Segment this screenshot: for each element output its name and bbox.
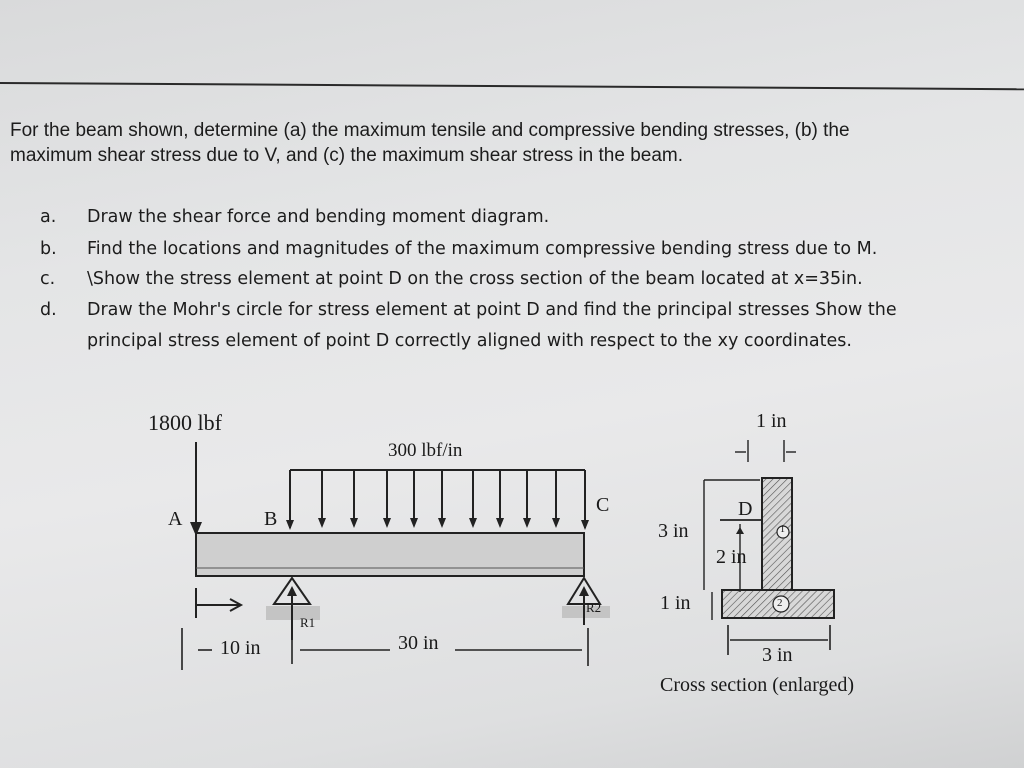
task-label: b. bbox=[40, 239, 57, 259]
distributed-load-label: 300 lbf/in bbox=[388, 440, 463, 461]
point-load-label: 1800 lbf bbox=[148, 410, 222, 435]
d-depth-label: 2 in bbox=[716, 546, 747, 568]
dimension-left-label: 10 in bbox=[220, 637, 261, 659]
marker-2-label: 2 bbox=[777, 597, 783, 609]
task-text: Draw the Mohr's circle for stress element at point D and find the principal stresses Show the bbox=[87, 300, 897, 320]
beam-body bbox=[196, 533, 584, 576]
task-text: Draw the shear force and bending moment diagram. bbox=[87, 207, 550, 227]
problem-line-2: maximum shear stress due to V, and (c) the maximum shear stress in the beam. bbox=[10, 145, 684, 166]
task-label: a. bbox=[40, 207, 57, 227]
reaction-2-label: R2 bbox=[586, 600, 602, 615]
marker-1-label: 1 bbox=[780, 524, 785, 535]
point-d-label: D bbox=[738, 498, 753, 520]
point-a-label: A bbox=[168, 508, 183, 530]
flange-thickness-label: 1 in bbox=[660, 592, 691, 614]
task-label: c. bbox=[40, 269, 56, 289]
task-label: d. bbox=[40, 300, 57, 320]
distributed-load-arrowheads bbox=[286, 518, 589, 530]
x-axis-arrow bbox=[196, 588, 241, 618]
point-c-label: C bbox=[596, 494, 610, 516]
web-height-label: 3 in bbox=[658, 520, 689, 542]
distributed-load bbox=[290, 470, 585, 528]
task-text: principal stress element of point D correctly aligned with respect to the xy coordinates. bbox=[87, 331, 852, 351]
cross-section-caption: Cross section (enlarged) bbox=[660, 674, 855, 696]
task-text: \Show the stress element at point D on the cross section of the beam located at x=35in. bbox=[87, 269, 863, 289]
flange-width-label: 3 in bbox=[762, 644, 793, 666]
point-b-label: B bbox=[264, 508, 278, 530]
problem-line-1: For the beam shown, determine (a) the maximum tensile and compressive bending stresses, (b) the bbox=[10, 120, 850, 141]
dimension-right-label: 30 in bbox=[398, 632, 439, 654]
task-text: Find the locations and magnitudes of the maximum compressive bending stress due to M. bbox=[87, 239, 878, 259]
point-load-arrow bbox=[190, 442, 202, 536]
top-width-label: 1 in bbox=[756, 410, 787, 432]
reaction-1-label: R1 bbox=[300, 615, 316, 630]
